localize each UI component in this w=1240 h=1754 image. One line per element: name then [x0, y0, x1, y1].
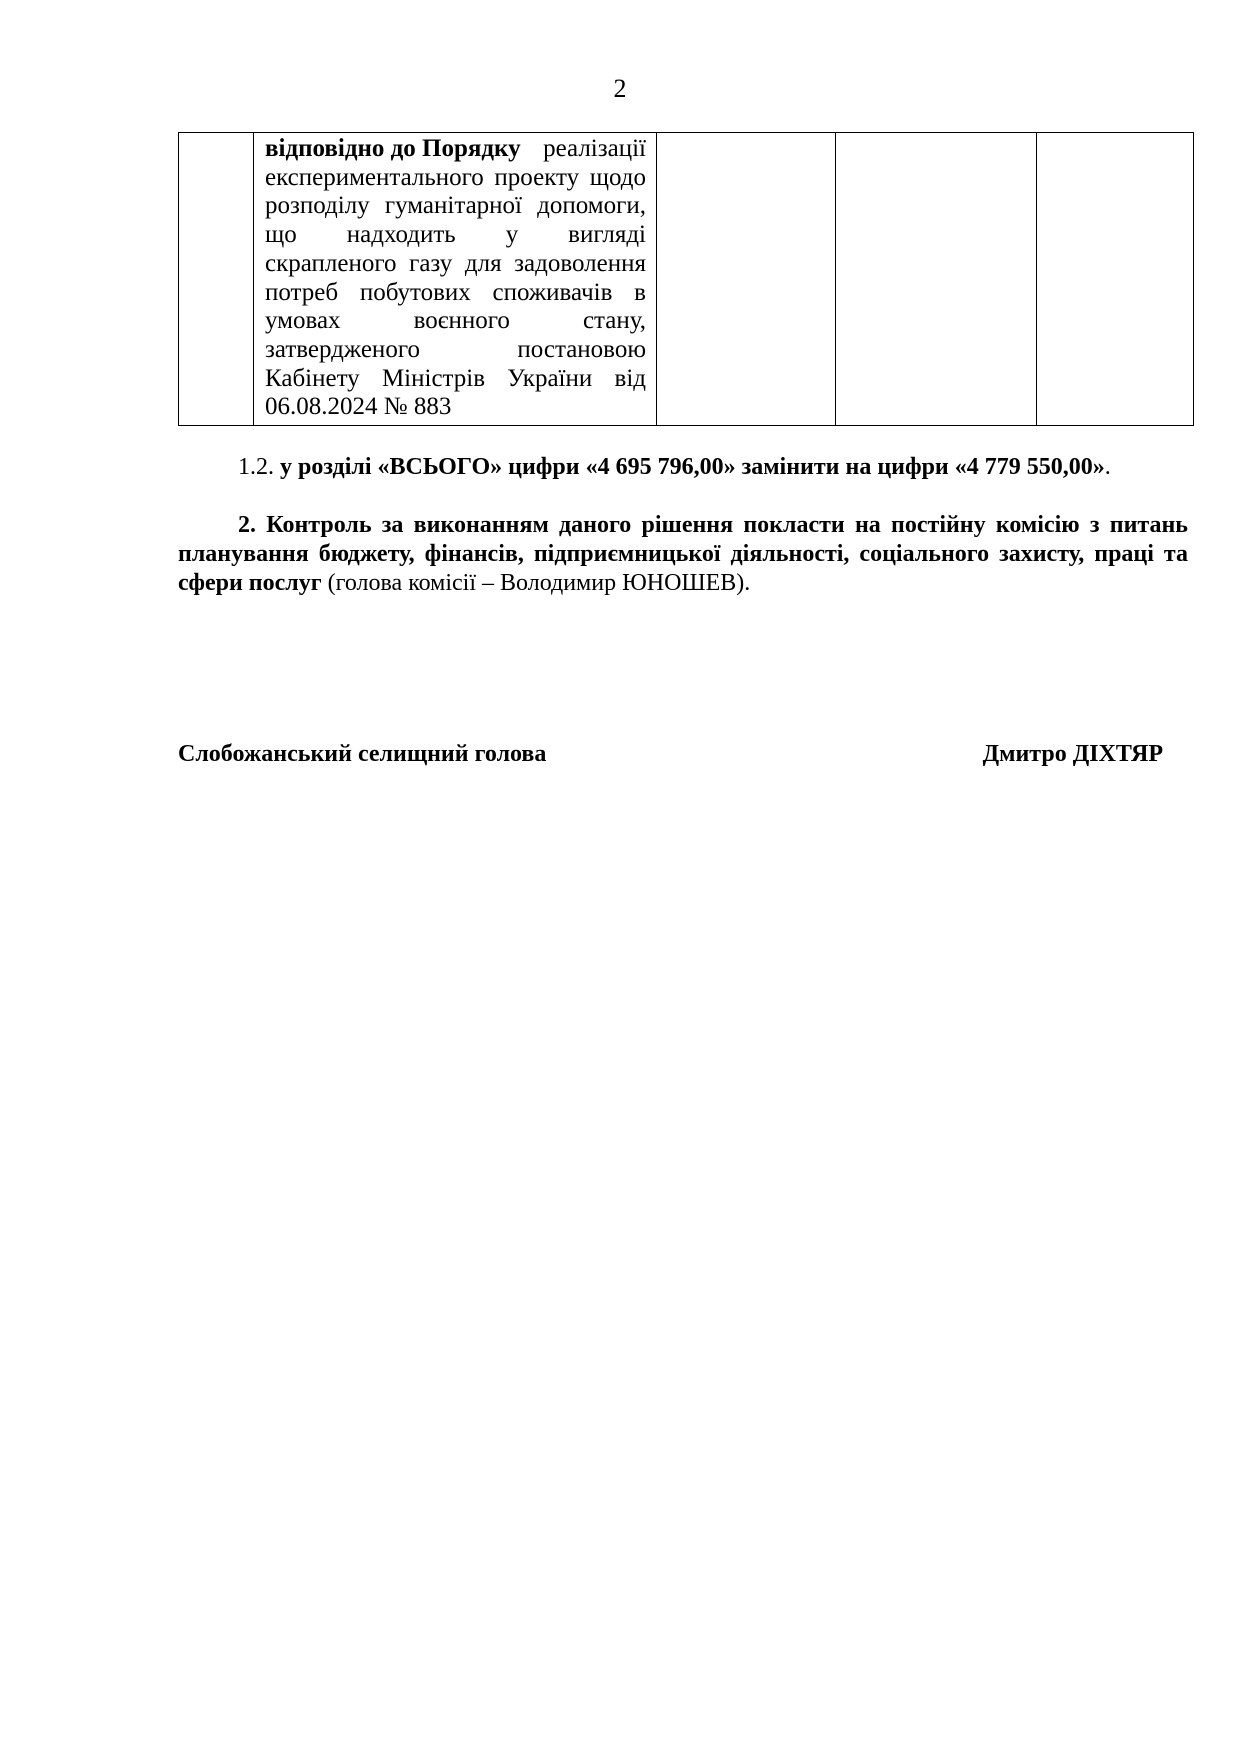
signatory-position: Слобожанський селищний голова	[178, 741, 547, 767]
description-line: скрапленого газу для задоволення	[265, 249, 646, 277]
table-cell-5	[1037, 133, 1194, 426]
paragraph-end: .	[1104, 454, 1111, 480]
paragraph-text: цифри	[508, 454, 580, 480]
table-cell-4	[836, 133, 1037, 426]
paragraph-line-bold: сфери послуг	[178, 570, 322, 596]
paragraph-2	[178, 511, 1188, 598]
section-name: «ВСЬОГО»	[377, 454, 503, 480]
signature-block	[178, 740, 1163, 769]
amendment-table	[178, 132, 1194, 426]
description-bold-lead: відповідно до Порядку	[265, 135, 521, 162]
paragraph-text: у розділі	[280, 454, 372, 480]
table-cell-3	[657, 133, 836, 426]
description-line: експериментального проекту щодо	[265, 163, 646, 191]
paragraph-line: планування бюджету, фінансів, підприємницької діяльності, соціального захисту, праці та	[178, 541, 1188, 567]
description-line: Кабінету Міністрів України від	[265, 364, 646, 392]
new-value: «4 779 550,00»	[954, 454, 1105, 480]
page-number: 2	[613, 74, 627, 103]
description-line-rest: реалізації	[543, 135, 646, 162]
paragraph-number: 1.2.	[238, 454, 274, 480]
description-line: розподілу гуманітарної допомоги,	[265, 192, 646, 220]
description-line: що надходить у вигляді	[265, 221, 646, 249]
table-cell-number	[179, 133, 254, 426]
table-row	[179, 133, 1194, 426]
signatory-name: Дмитро ДІХТЯР	[982, 741, 1163, 767]
paragraph-line-rest: (голова комісії – Володимир ЮНОШЕВ).	[327, 570, 751, 596]
paragraph-1-2	[178, 453, 1188, 482]
description-line: умовах воєнного стану,	[265, 307, 646, 335]
paragraph-text: замінити на цифри	[741, 454, 949, 480]
description-line	[265, 135, 646, 164]
paragraph-line: 2. Контроль за виконанням даного рішення покласти на постійну комісію з питань	[238, 512, 1188, 538]
description-line: затвердженого постановою	[265, 335, 646, 363]
description-line: потреб побутових споживачів в	[265, 278, 646, 306]
table-cell-description	[254, 133, 657, 426]
paragraph-line	[178, 569, 1188, 598]
old-value: «4 695 796,00»	[585, 454, 736, 480]
description-line: 06.08.2024 № 883	[265, 393, 452, 421]
